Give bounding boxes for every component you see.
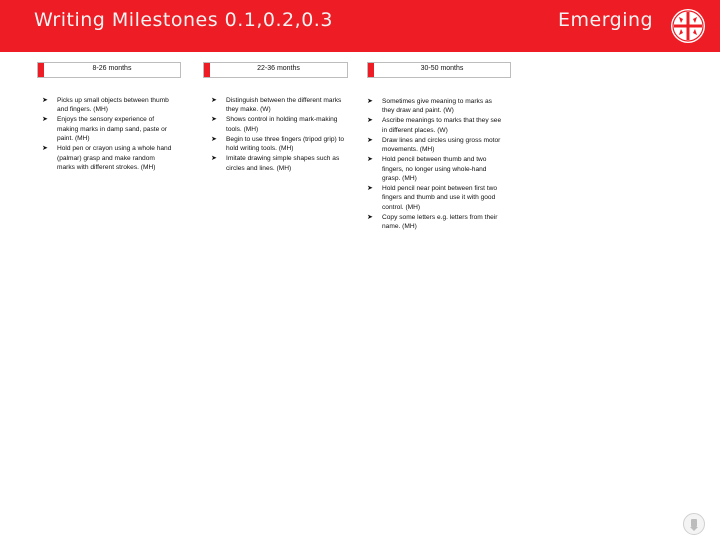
arrow-bullet-icon: ➤ bbox=[211, 155, 217, 163]
list-item-text: Begin to use three fingers (tripod grip) to hold writing tools. (MH) bbox=[226, 135, 345, 153]
page-title: Writing Milestones 0.1,0.2,0.3 bbox=[34, 9, 333, 31]
header-bar bbox=[0, 0, 720, 52]
column-heading-label: 22-36 months bbox=[257, 65, 300, 72]
list-item bbox=[42, 96, 172, 115]
arrow-bullet-icon: ➤ bbox=[367, 156, 373, 164]
list-item bbox=[367, 136, 502, 155]
arrow-bullet-icon: ➤ bbox=[367, 185, 373, 193]
list-item-text: Hold pen or crayon using a whole hand (palmar) grasp and make random marks with different strokes. (MH) bbox=[57, 145, 172, 172]
milestone-list-30-50 bbox=[367, 97, 502, 232]
arrow-bullet-icon: ➤ bbox=[42, 97, 48, 104]
list-item bbox=[367, 116, 502, 135]
arrow-bullet-icon: ➤ bbox=[42, 116, 48, 124]
list-item-text: Sometimes give meaning to marks as they draw and paint. (W) bbox=[382, 98, 492, 115]
arrow-bullet-icon: ➤ bbox=[211, 97, 217, 104]
arrow-bullet-icon: ➤ bbox=[211, 116, 217, 124]
arrow-bullet-icon: ➤ bbox=[367, 213, 373, 221]
list-item-text: Distinguish between the different marks they make. (W) bbox=[226, 97, 342, 114]
list-item bbox=[211, 135, 346, 154]
milestone-list-8-26 bbox=[42, 96, 172, 173]
list-item bbox=[42, 144, 172, 172]
list-item-text: Shows control in holding mark-making tools. (MH) bbox=[226, 116, 338, 133]
arrow-bullet-icon: ➤ bbox=[367, 136, 373, 144]
column-heading-22-36 bbox=[203, 62, 348, 78]
list-item-text: Enjoys the sensory experience of making marks in damp sand, paste or paint. (MH) bbox=[57, 116, 167, 143]
list-item bbox=[367, 213, 502, 232]
list-item bbox=[367, 97, 502, 116]
crest-shield-icon bbox=[670, 8, 706, 44]
column-heading-label: 30-50 months bbox=[420, 65, 464, 72]
list-item-text: Imitate drawing simple shapes such as circles and lines. (MH) bbox=[226, 155, 340, 172]
column-heading-label: 8-26 months bbox=[92, 65, 132, 72]
level-label: Emerging bbox=[558, 9, 654, 31]
list-item bbox=[211, 154, 346, 173]
list-item bbox=[211, 115, 346, 134]
arrow-bullet-icon: ➤ bbox=[211, 135, 217, 143]
arrow-bullet-icon: ➤ bbox=[367, 117, 373, 125]
list-item-text: Ascribe meanings to marks that they see in different places. (W) bbox=[382, 117, 502, 134]
next-slide-icon[interactable] bbox=[682, 512, 706, 536]
milestone-list-22-36 bbox=[211, 96, 346, 174]
list-item-text: Copy some letters e.g. letters from their name. (MH) bbox=[382, 213, 498, 231]
list-item bbox=[367, 184, 502, 212]
arrow-bullet-icon: ➤ bbox=[42, 145, 48, 153]
list-item-text: Hold pencil between thumb and two fingers, no longer using whole-hand grasp. (MH) bbox=[382, 156, 487, 183]
list-item-text: Draw lines and circles using gross motor movements. (MH) bbox=[382, 136, 501, 154]
list-item bbox=[211, 96, 346, 115]
arrow-bullet-icon: ➤ bbox=[367, 98, 373, 105]
column-heading-8-26 bbox=[37, 62, 181, 78]
list-item bbox=[367, 155, 502, 183]
list-item bbox=[42, 115, 172, 143]
column-heading-30-50 bbox=[367, 62, 511, 78]
list-item-text: Hold pencil near point between first two fingers and thumb and use it with good control. (MH) bbox=[382, 185, 498, 211]
list-item-text: Picks up small objects between thumb and fingers. (MH) bbox=[57, 97, 169, 114]
